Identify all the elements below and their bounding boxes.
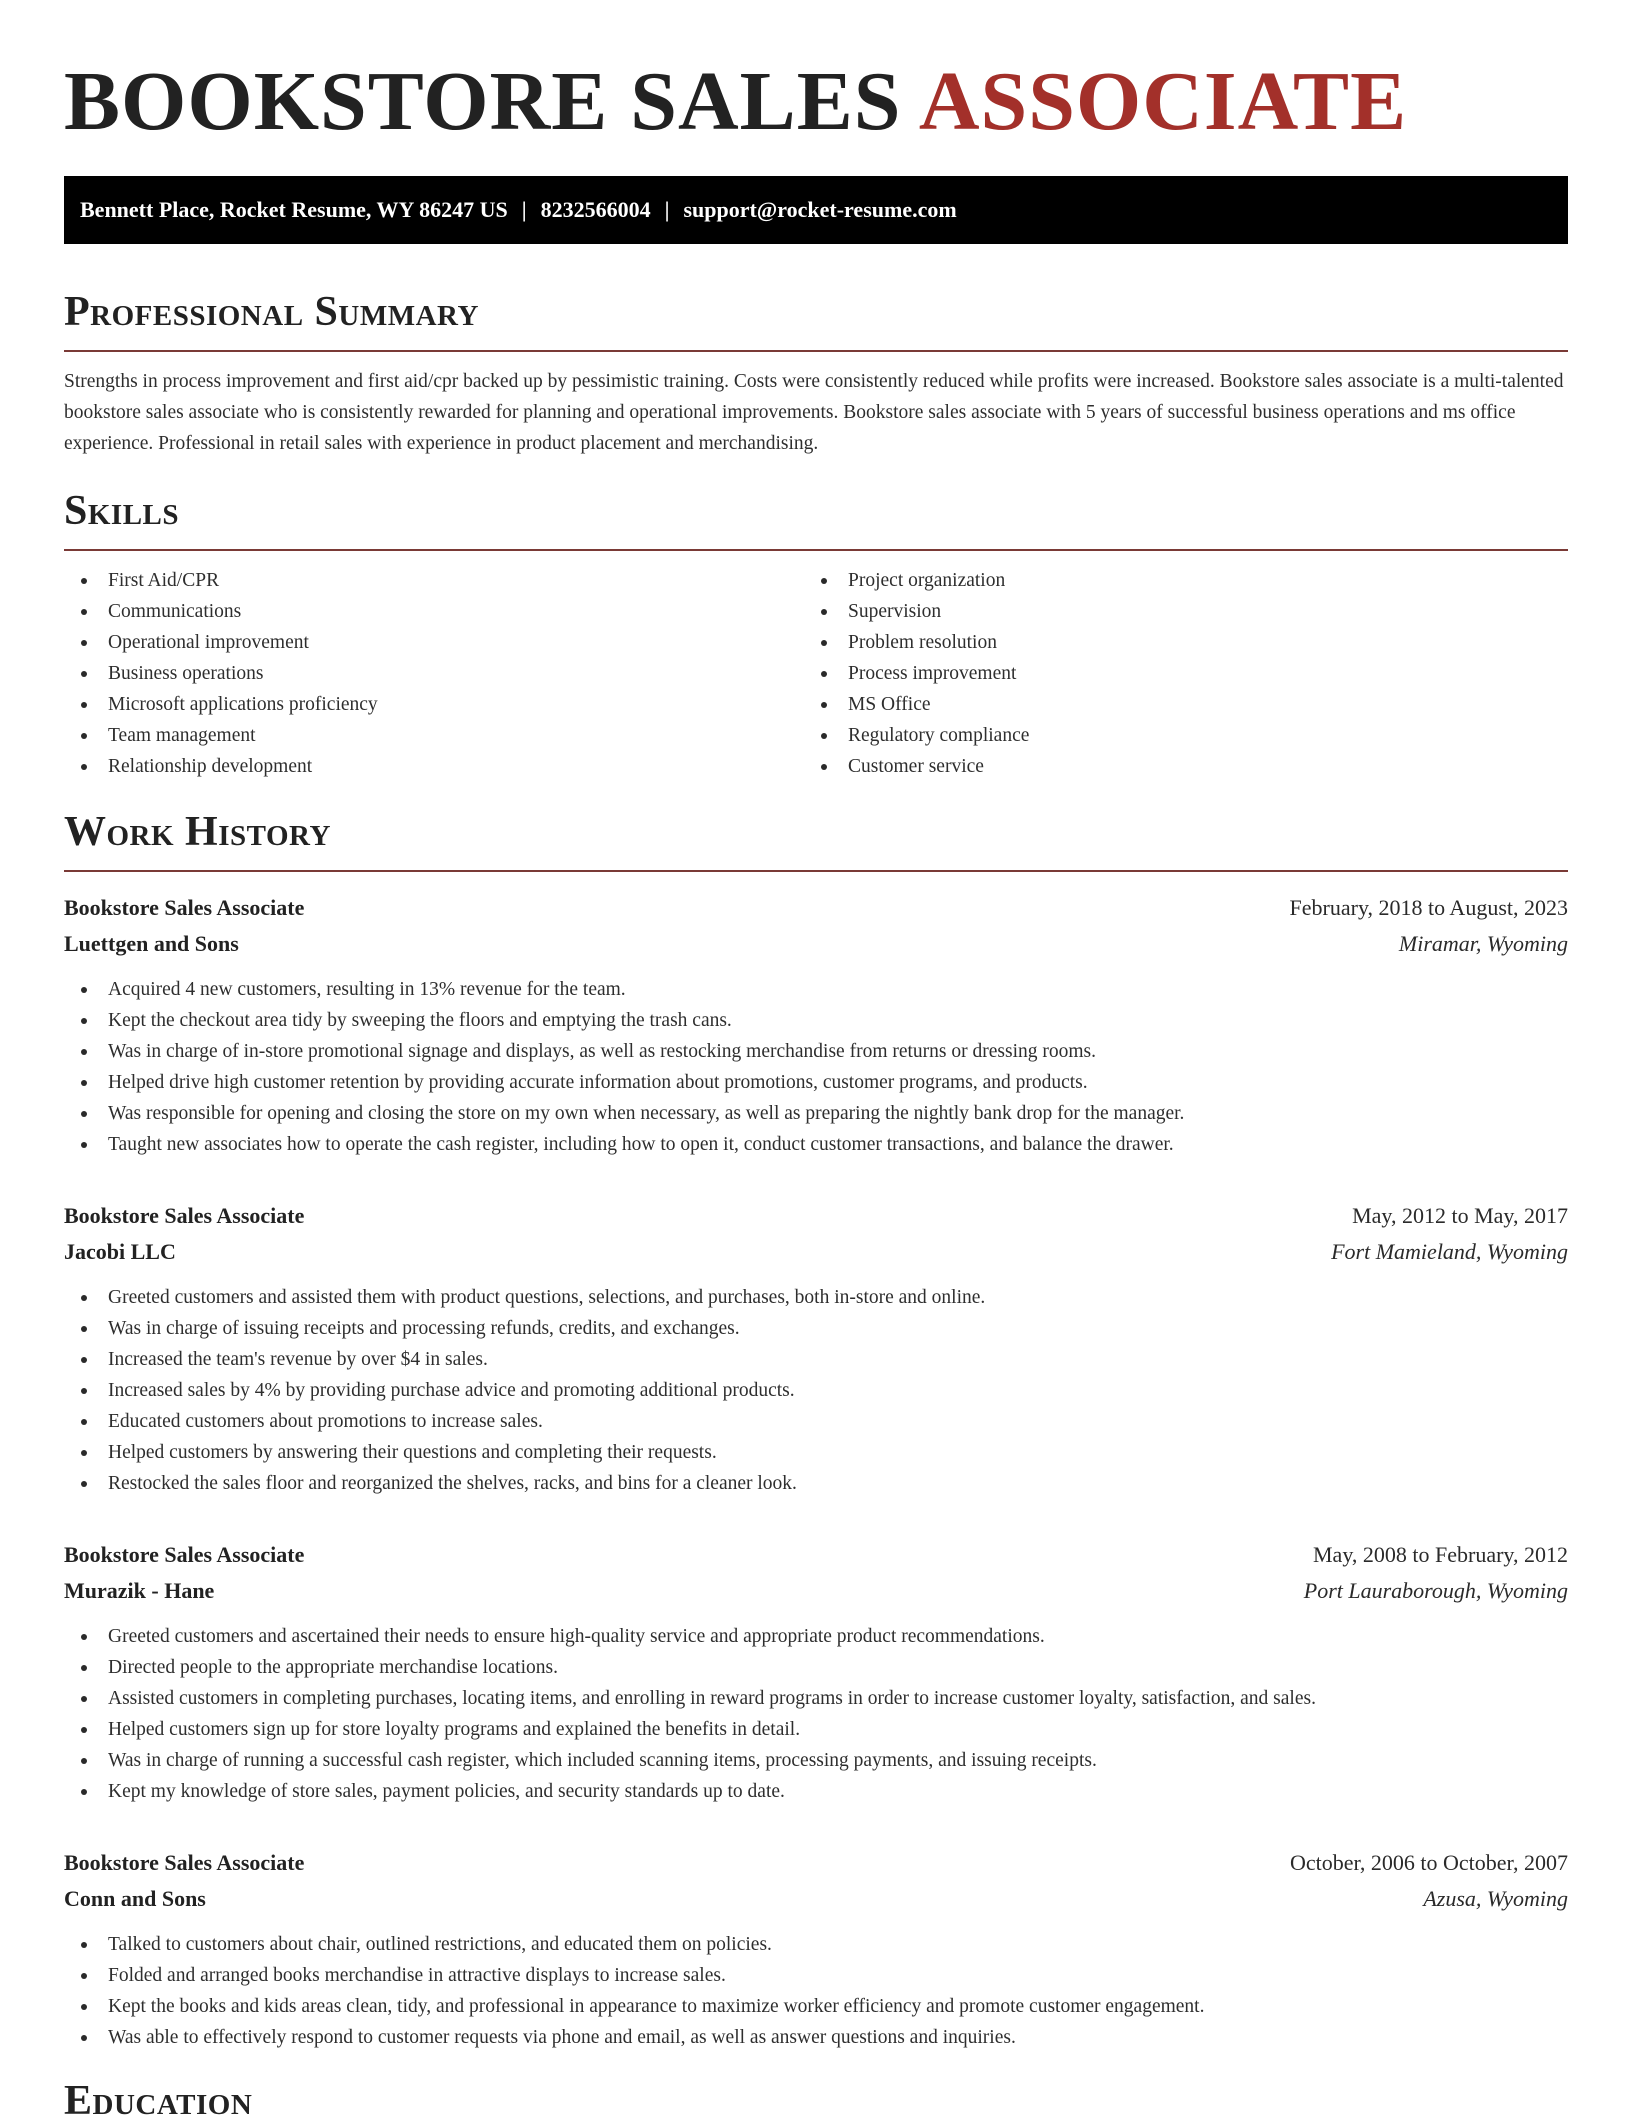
- job-location: Azusa, Wyoming: [1423, 1886, 1568, 1911]
- job-company: Jacobi LLC: [64, 1239, 176, 1264]
- job-header-row: [64, 1845, 1568, 1881]
- title-main: BOOKSTORE SALES: [64, 55, 902, 148]
- skill-item: Relationship development: [64, 751, 804, 782]
- skill-item: Regulatory compliance: [804, 720, 1544, 751]
- summary-text: Strengths in process improvement and first aid/cpr backed up by pessimistic training. Costs were consistently reduced while profits were increased. Bookstore sales associate is a multi-talented bookstore sales associate who is consistently rewarded for planning and operational improvements. Bookstore sales associate with 5 years of successful business operations and ms office experience. Professional in retail sales with experience in product placement and merchandising.: [64, 371, 1564, 454]
- job-dates: February, 2018 to August, 2023: [1289, 895, 1568, 920]
- job-employer-row: [64, 1234, 1568, 1270]
- job-bullet: Kept the checkout area tidy by sweeping the floors and emptying the trash cans.: [64, 1005, 1568, 1036]
- summary-heading: Professional Summary: [64, 289, 479, 335]
- job-dates: October, 2006 to October, 2007: [1289, 1850, 1568, 1875]
- job-bullet: Greeted customers and ascertained their needs to ensure high-quality service and appropriate product recommendations.: [64, 1621, 1568, 1652]
- contact-email: support@rocket-resume.com: [683, 197, 957, 222]
- job-bullet: Helped customers by answering their questions and completing their requests.: [64, 1437, 1568, 1468]
- job-bullets: [64, 974, 1568, 1160]
- job-bullet: Was in charge of in-store promotional signage and displays, as well as restocking merchandise from returns or dressing rooms.: [64, 1036, 1568, 1067]
- job-bullets: [64, 1282, 1568, 1499]
- skill-item: Business operations: [64, 658, 804, 689]
- skill-item: First Aid/CPR: [64, 565, 804, 596]
- job-title: Bookstore Sales Associate: [64, 1850, 305, 1875]
- job-location: Port Lauraborough, Wyoming: [1303, 1578, 1568, 1603]
- job-bullet: Greeted customers and assisted them with product questions, selections, and purchases, both in-store and online.: [64, 1282, 1568, 1313]
- job-entry: [64, 1198, 1568, 1499]
- skills-list: [64, 565, 1568, 782]
- contact-bar: [64, 176, 1568, 244]
- job-bullet: Directed people to the appropriate merchandise locations.: [64, 1652, 1568, 1683]
- contact-phone: 8232566004: [540, 197, 651, 222]
- job-bullet: Educated customers about promotions to increase sales.: [64, 1406, 1568, 1437]
- skill-item: Communications: [64, 596, 804, 627]
- skill-item: Problem resolution: [804, 627, 1544, 658]
- job-bullet: Folded and arranged books merchandise in attractive displays to increase sales.: [64, 1960, 1568, 1991]
- skill-item: Process improvement: [804, 658, 1544, 689]
- job-bullet: Was able to effectively respond to customer requests via phone and email, as well as answer questions and inquiries.: [64, 2022, 1568, 2053]
- skills-heading: Skills: [64, 488, 180, 534]
- job-header-row: [64, 1198, 1568, 1234]
- contact-separator: |: [664, 197, 670, 222]
- job-header-row: [64, 1537, 1568, 1573]
- job-bullet: Taught new associates how to operate the cash register, including how to open it, conduct customer transactions, and balance the drawer.: [64, 1129, 1568, 1160]
- job-bullet: Increased sales by 4% by providing purchase advice and promoting additional products.: [64, 1375, 1568, 1406]
- skill-item: MS Office: [804, 689, 1544, 720]
- job-entry: [64, 1537, 1568, 1807]
- job-bullet: Was in charge of issuing receipts and processing refunds, credits, and exchanges.: [64, 1313, 1568, 1344]
- skill-item: Team management: [64, 720, 804, 751]
- resume-page: [64, 0, 1568, 2127]
- job-company: Murazik - Hane: [64, 1578, 215, 1603]
- skill-item: Customer service: [804, 751, 1544, 782]
- job-bullet: Talked to customers about chair, outlined restrictions, and educated them on policies.: [64, 1929, 1568, 1960]
- job-dates: May, 2012 to May, 2017: [1352, 1203, 1568, 1228]
- job-bullets: [64, 1929, 1568, 2053]
- section-divider: [64, 870, 1568, 872]
- job-bullet: Helped customers sign up for store loyalty programs and explained the benefits in detail.: [64, 1714, 1568, 1745]
- job-bullet: Kept my knowledge of store sales, payment policies, and security standards up to date.: [64, 1776, 1568, 1807]
- job-title: Bookstore Sales Associate: [64, 895, 305, 920]
- job-header-row: [64, 890, 1568, 926]
- job-bullet: Was in charge of running a successful cash register, which included scanning items, processing payments, and issuing receipts.: [64, 1745, 1568, 1776]
- job-dates: May, 2008 to February, 2012: [1313, 1542, 1568, 1567]
- job-bullet: Assisted customers in completing purchases, locating items, and enrolling in reward programs in order to increase customer loyalty, satisfaction, and sales.: [64, 1683, 1568, 1714]
- skill-item: Project organization: [804, 565, 1544, 596]
- job-bullet: Restocked the sales floor and reorganized the shelves, racks, and bins for a cleaner look.: [64, 1468, 1568, 1499]
- section-divider: [64, 549, 1568, 551]
- skill-item: Microsoft applications proficiency: [64, 689, 804, 720]
- skills-column-right: [804, 565, 1544, 782]
- job-bullet: Helped drive high customer retention by providing accurate information about promotions, customer programs, and products.: [64, 1067, 1568, 1098]
- job-title: Bookstore Sales Associate: [64, 1203, 305, 1228]
- job-employer-row: [64, 1881, 1568, 1917]
- skills-column-left: [64, 565, 804, 782]
- job-company: Luettgen and Sons: [64, 931, 239, 956]
- job-company: Conn and Sons: [64, 1886, 206, 1911]
- job-employer-row: [64, 1573, 1568, 1609]
- job-title: Bookstore Sales Associate: [64, 1542, 305, 1567]
- job-employer-row: [64, 926, 1568, 962]
- skill-item: Operational improvement: [64, 627, 804, 658]
- skill-item: Supervision: [804, 596, 1544, 627]
- title-accent: ASSOCIATE: [918, 55, 1408, 148]
- section-divider: [64, 350, 1568, 352]
- education-heading: Education: [64, 2078, 253, 2124]
- job-bullets: [64, 1621, 1568, 1807]
- job-bullet: Kept the books and kids areas clean, tidy, and professional in appearance to maximize worker efficiency and promote customer engagement.: [64, 1991, 1568, 2022]
- job-bullet: Acquired 4 new customers, resulting in 13% revenue for the team.: [64, 974, 1568, 1005]
- job-entry: [64, 890, 1568, 1160]
- job-location: Miramar, Wyoming: [1398, 931, 1568, 956]
- job-location: Fort Mamieland, Wyoming: [1331, 1239, 1568, 1264]
- job-bullet: Was responsible for opening and closing the store on my own when necessary, as well as preparing the nightly bank drop for the manager.: [64, 1098, 1568, 1129]
- contact-address: Bennett Place, Rocket Resume, WY 86247 US: [80, 197, 508, 222]
- contact-separator: |: [521, 197, 527, 222]
- resume-title: [64, 0, 1568, 152]
- work-history-heading: Work History: [64, 809, 331, 855]
- job-entry: [64, 1845, 1568, 2053]
- job-bullet: Increased the team's revenue by over $4 in sales.: [64, 1344, 1568, 1375]
